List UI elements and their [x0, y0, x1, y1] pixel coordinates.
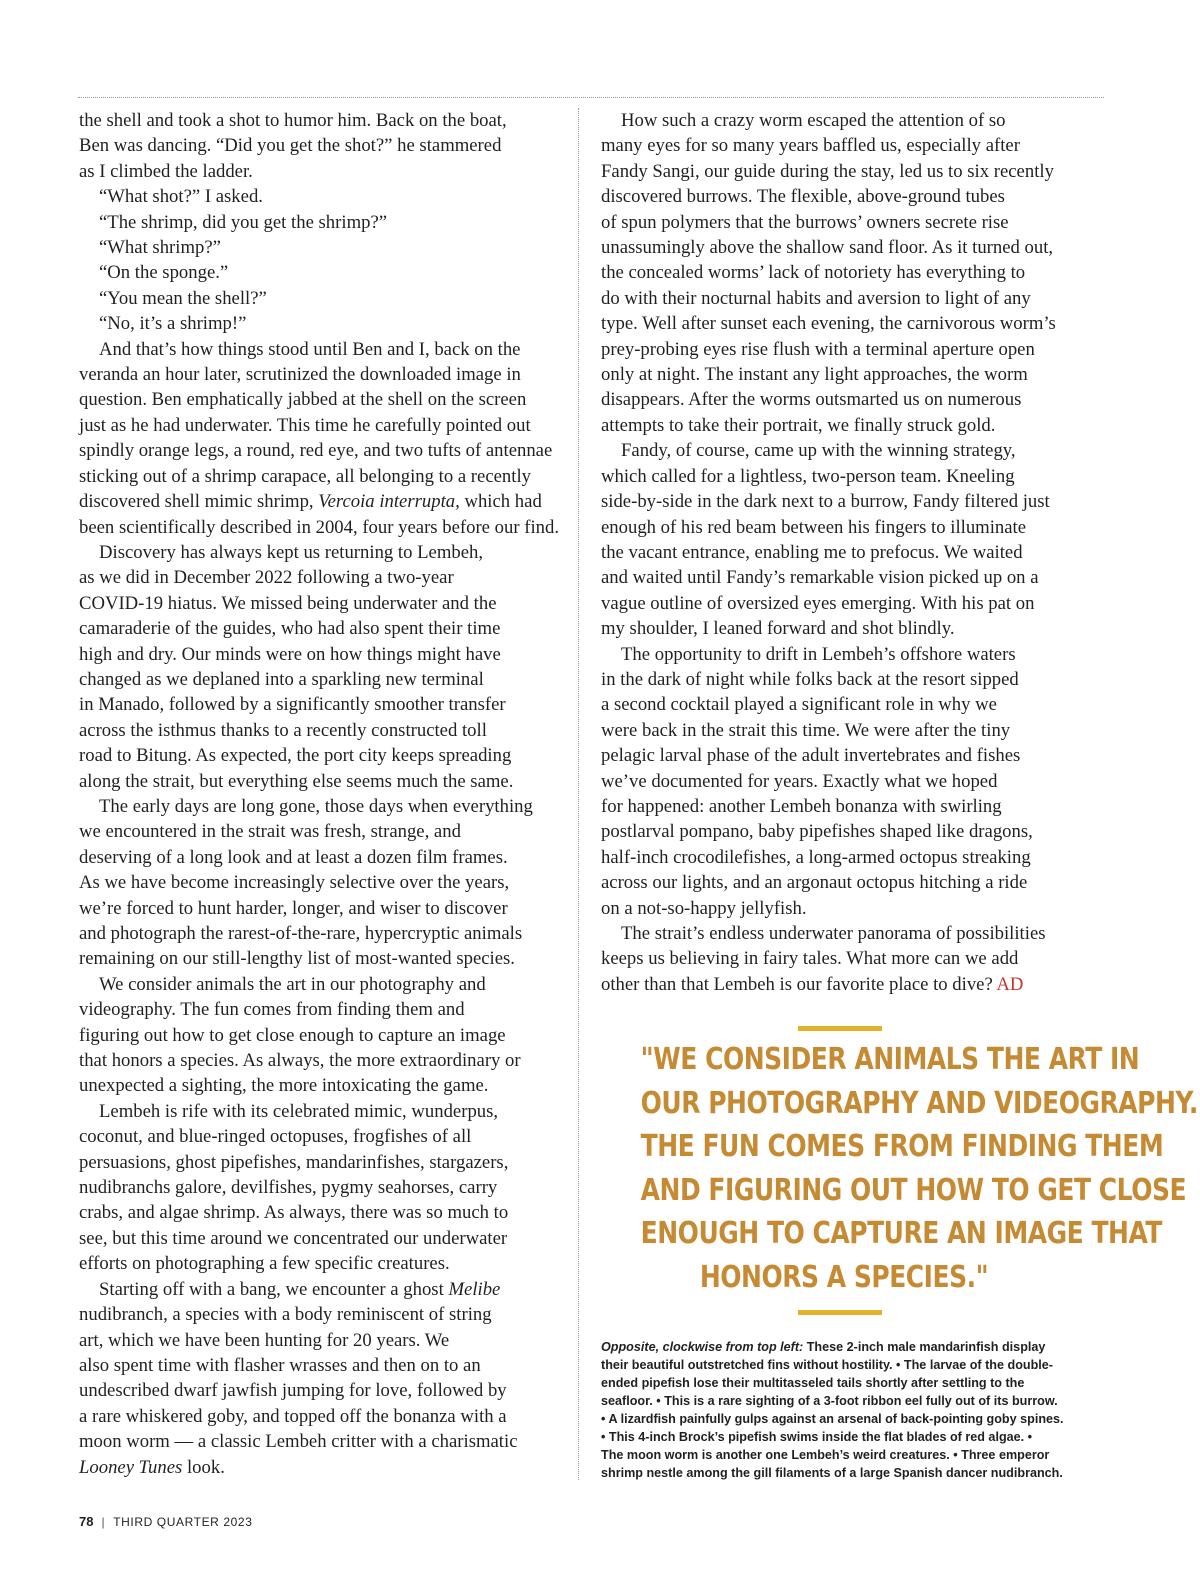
caption-line: shrimp nestle among the gill filaments of a large Spanish dancer nudibranch. — [601, 1466, 1063, 1480]
line-text: of spun polymers that the burrows’ owners secrete rise — [601, 211, 1009, 233]
text-line — [601, 616, 1089, 641]
text-line — [79, 1099, 557, 1124]
caption-line — [601, 1338, 1097, 1356]
line-text: veranda an hour later, scrutinized the downloaded image in — [79, 364, 521, 386]
text-line — [79, 896, 557, 921]
line-text: the vacant entrance, enabling me to prefocus. We waited — [601, 541, 1023, 563]
line-text: road to Bitung. As expected, the port city keeps spreading — [79, 745, 512, 767]
line-text-after: look. — [182, 1456, 225, 1478]
caption-line: • This 4-inch Brock’s pipefish swims inside the flat blades of red algae. • — [601, 1430, 1033, 1444]
text-line — [79, 616, 557, 641]
line-text: just as he had underwater. This time he carefully pointed out — [79, 414, 531, 436]
text-line — [601, 515, 1089, 540]
page-number: 78 — [79, 1514, 94, 1529]
text-line — [601, 133, 1089, 158]
caption-line: • A lizardfish painfully gulps against an arsenal of back-pointing goby spines. — [601, 1412, 1064, 1426]
italic-term: Vercoia interrupta, — [318, 491, 460, 513]
line-text: that honors a species. As always, the more extraordinary or — [79, 1050, 521, 1072]
pull-quote-line: ENOUGH TO CAPTURE AN IMAGE THAT — [640, 1216, 1162, 1251]
line-text: side-by-side in the dark next to a burrow, Fandy filtered just — [601, 491, 1050, 513]
text-line — [79, 1124, 557, 1149]
line-text: on a not-so-happy jellyfish. — [601, 897, 807, 919]
italic-term: Melibe — [448, 1278, 501, 1300]
text-line — [601, 565, 1089, 590]
text-line — [79, 845, 557, 870]
line-text: art, which we have been hunting for 20 years. We — [79, 1329, 450, 1351]
text-line — [601, 819, 1089, 844]
line-text: coconut, and blue-ringed octopuses, frogfishes of all — [79, 1126, 472, 1148]
line-text: and photograph the rarest-of-the-rare, hypercryptic animals — [79, 923, 523, 944]
text-line — [79, 235, 557, 260]
line-text: We consider animals the art in our photography and — [99, 973, 486, 995]
line-text: persuasions, ghost pipefishes, mandarinfishes, stargazers, — [79, 1151, 509, 1173]
line-text: And that’s how things stood until Ben and I, back on the — [99, 338, 521, 360]
line-text: across our lights, and an argonaut octopus hitching a ride — [601, 872, 1028, 894]
line-text: undescribed dwarf jawfish jumping for love, followed by — [79, 1380, 507, 1402]
text-line — [79, 159, 557, 184]
text-line — [79, 515, 557, 540]
text-line — [601, 896, 1089, 921]
text-line — [79, 997, 557, 1022]
text-line — [601, 108, 1089, 133]
text-line — [79, 438, 557, 463]
text-line — [601, 718, 1089, 743]
text-line — [79, 921, 557, 946]
pull-quote-line: OUR PHOTOGRAPHY AND VIDEOGRAPHY. — [640, 1085, 1198, 1121]
left-column-text — [79, 108, 557, 1480]
line-text: nudibranch, a species with a body reminiscent of string — [79, 1304, 492, 1326]
line-text: Fandy, of course, came up with the winning strategy, — [621, 440, 1016, 462]
line-text: “You mean the shell?” — [99, 287, 267, 309]
text-line — [79, 362, 557, 387]
line-text: nudibranchs galore, devilfishes, pygmy seahorses, carry — [79, 1177, 498, 1199]
text-line — [79, 489, 557, 514]
text-line — [601, 743, 1089, 768]
pull-quote — [640, 1038, 1198, 1299]
line-text: COVID-19 hiatus. We missed being underwater and the — [79, 592, 497, 614]
text-line — [601, 311, 1089, 336]
line-text: The strait’s endless underwater panorama of possibilities — [621, 923, 1046, 944]
text-line — [79, 718, 557, 743]
line-text: which called for a lightless, two-person team. Kneeling — [601, 465, 1015, 487]
text-line — [79, 337, 557, 362]
line-text: keeps us believing in fairy tales. What more can we add — [601, 948, 1019, 970]
text-line — [601, 692, 1089, 717]
line-text: moon worm — a classic Lembeh critter with a charismatic — [79, 1431, 518, 1453]
line-text: my shoulder, I leaned forward and shot blindly. — [601, 618, 955, 640]
line-text: other than that Lembeh is our favorite place to dive? — [601, 973, 997, 995]
line-text: unexpected a sighting, the more intoxicating the game. — [79, 1075, 489, 1097]
text-line — [79, 591, 557, 616]
line-text: Discovery has always kept us returning to Lembeh, — [99, 541, 484, 563]
text-line — [79, 108, 557, 133]
caption-lead: Opposite, clockwise from top left: — [601, 1340, 804, 1354]
text-line — [601, 235, 1089, 260]
text-line — [601, 337, 1089, 362]
text-line — [79, 260, 557, 285]
line-text: “On the sponge.” — [99, 262, 229, 284]
pull-quote-top-bar — [798, 1026, 882, 1031]
text-line — [79, 184, 557, 209]
line-text: “No, it’s a shrimp!” — [99, 313, 247, 335]
text-line — [79, 1150, 557, 1175]
line-text: “What shrimp?” — [99, 237, 221, 259]
line-text: many eyes for so many years baffled us, especially after — [601, 135, 1020, 157]
page-footer — [79, 1514, 252, 1529]
text-line — [79, 1175, 557, 1200]
text-line — [79, 1455, 557, 1480]
text-line — [601, 667, 1089, 692]
text-line — [79, 972, 557, 997]
line-text-after: which had — [459, 491, 542, 513]
line-text: Starting off with a bang, we encounter a ghost — [99, 1278, 449, 1300]
text-line — [79, 286, 557, 311]
line-text: see, but this time around we concentrated our underwater — [79, 1227, 508, 1249]
line-text: we’re forced to hunt harder, longer, and wiser to discover — [79, 897, 508, 919]
line-text: How such a crazy worm escaped the attention of so — [621, 110, 1006, 131]
line-text: vague outline of oversized eyes emerging. With his pat on — [601, 592, 1035, 614]
text-line — [79, 1048, 557, 1073]
text-line — [601, 540, 1089, 565]
text-line — [601, 769, 1089, 794]
line-text: The opportunity to drift in Lembeh’s offshore waters — [621, 643, 1016, 665]
footer-separator: | — [101, 1515, 106, 1529]
pull-quote-bottom-bar — [798, 1310, 882, 1315]
text-line — [79, 692, 557, 717]
line-text: efforts on photographing a few specific creatures. — [79, 1253, 450, 1275]
text-line — [79, 1023, 557, 1048]
pull-quote-line: THE FUN COMES FROM FINDING THEM — [640, 1129, 1164, 1164]
text-line — [79, 769, 557, 794]
text-line — [601, 362, 1089, 387]
line-text: the shell and took a shot to humor him. Back on the boat, — [79, 110, 507, 131]
text-line — [79, 311, 557, 336]
text-line — [79, 210, 557, 235]
text-line — [79, 133, 557, 158]
line-text: camaraderie of the guides, who had also spent their time — [79, 618, 501, 640]
line-text: half-inch crocodilefishes, a long-armed octopus streaking — [601, 846, 1031, 868]
line-text: Ben was dancing. “Did you get the shot?” he stammered — [79, 135, 502, 157]
line-text: remaining on our still-lengthy list of most-wanted species. — [79, 948, 515, 970]
text-line — [601, 921, 1089, 946]
line-text: disappears. After the worms outsmarted us on numerous — [601, 389, 1022, 411]
text-line — [79, 1404, 557, 1429]
caption-line: The moon worm is another one Lembeh’s weird creatures. • Three emperor — [601, 1448, 1050, 1462]
pull-quote-line: HONORS A SPECIES." — [699, 1259, 989, 1295]
line-text: “What shot?” I asked. — [99, 186, 263, 208]
column-divider — [578, 108, 579, 1480]
text-line — [79, 819, 557, 844]
line-text: “The shrimp, did you get the shrimp?” — [99, 211, 388, 233]
text-line — [79, 1200, 557, 1225]
line-text: sticking out of a shrimp carapace, all belonging to a recently — [79, 465, 531, 487]
text-line — [601, 387, 1089, 412]
text-line — [79, 1378, 557, 1403]
line-text: only at night. The instant any light approaches, the worm — [601, 364, 1028, 386]
text-line — [79, 565, 557, 590]
text-line — [601, 794, 1089, 819]
line-text: high and dry. Our minds were on how things might have — [79, 643, 501, 665]
line-text: prey-probing eyes rise flush with a terminal aperture open — [601, 338, 1035, 360]
pull-quote-line: AND FIGURING OUT HOW TO GET CLOSE — [640, 1172, 1187, 1208]
text-line — [601, 464, 1089, 489]
text-line — [79, 1353, 557, 1378]
caption-line: their beautiful outstretched fins without hostility. • The larvae of the double- — [601, 1358, 1053, 1372]
line-text: were back in the strait this time. We were after the tiny — [601, 719, 1011, 741]
top-divider — [78, 97, 1104, 98]
text-line — [601, 946, 1089, 971]
right-column-text — [601, 108, 1089, 997]
line-text: postlarval pompano, baby pipefishes shaped like dragons, — [601, 821, 1033, 843]
photo-caption — [601, 1338, 1097, 1482]
caption-line-text: These 2-inch male mandarinfish display — [803, 1340, 1046, 1354]
issue-label: THIRD QUARTER 2023 — [113, 1515, 253, 1529]
line-text: spindly orange legs, a round, red eye, and two tufts of antennae — [79, 440, 553, 462]
pull-quote-line: "WE CONSIDER ANIMALS THE ART IN — [640, 1042, 1140, 1077]
text-line — [601, 972, 1089, 997]
line-text: do with their nocturnal habits and aversion to light of any — [601, 287, 1031, 309]
text-line — [79, 870, 557, 895]
text-line — [601, 642, 1089, 667]
text-line — [601, 184, 1089, 209]
text-line — [79, 540, 557, 565]
text-line — [601, 159, 1089, 184]
caption-line: seafloor. • This is a rare sighting of a 3-foot ribbon eel fully out of its burrow. — [601, 1394, 1058, 1408]
text-line — [79, 1073, 557, 1098]
text-line — [79, 387, 557, 412]
line-text: the concealed worms’ lack of notoriety has everything to — [601, 262, 1026, 284]
line-text: question. Ben emphatically jabbed at the shell on the screen — [79, 389, 527, 411]
text-line — [601, 870, 1089, 895]
text-line — [601, 260, 1089, 285]
line-text: as we did in December 2022 following a two-year — [79, 567, 454, 589]
line-text: attempts to take their portrait, we finally struck gold. — [601, 414, 996, 436]
text-line — [601, 210, 1089, 235]
line-text: in the dark of night while folks back at the resort sipped — [601, 668, 1019, 690]
line-text: discovered shell mimic shrimp, — [79, 491, 319, 513]
text-line — [79, 642, 557, 667]
line-text: a second cocktail played a significant role in why we — [601, 694, 997, 716]
text-line — [79, 946, 557, 971]
line-text: across the isthmus thanks to a recently constructed toll — [79, 719, 487, 741]
line-text: changed as we deplaned into a sparkling new terminal — [79, 668, 484, 690]
line-text: The early days are long gone, those days when everything — [99, 795, 533, 817]
text-line — [79, 413, 557, 438]
text-line — [601, 845, 1089, 870]
text-line — [601, 286, 1089, 311]
line-text: As we have become increasingly selective over the years, — [79, 872, 510, 894]
line-text: figuring out how to get close enough to capture an image — [79, 1024, 506, 1046]
line-text: for happened: another Lembeh bonanza with swirling — [601, 795, 1002, 817]
line-text: been scientifically described in 2004, four years before our find. — [79, 516, 559, 538]
text-line — [601, 438, 1089, 463]
line-text: pelagic larval phase of the adult invertebrates and fishes — [601, 745, 1021, 767]
caption-line: ended pipefish lose their multitasseled tails shortly after settling to the — [601, 1376, 1025, 1390]
line-text: unassumingly above the shallow sand floor. As it turned out, — [601, 237, 1054, 259]
text-line — [79, 1328, 557, 1353]
line-text: enough of his red beam between his fingers to illuminate — [601, 516, 1027, 538]
text-line — [79, 667, 557, 692]
line-text: a rare whiskered goby, and topped off the bonanza with a — [79, 1405, 507, 1427]
line-text: deserving of a long look and at least a dozen film frames. — [79, 846, 508, 868]
line-text: and waited until Fandy’s remarkable vision picked up on a — [601, 567, 1039, 589]
line-text: in Manado, followed by a significantly smoother transfer — [79, 694, 506, 716]
text-line — [79, 1302, 557, 1327]
text-line — [79, 1277, 557, 1302]
line-text: we’ve documented for years. Exactly what we hoped — [601, 770, 998, 792]
italic-term: Looney Tunes — [79, 1456, 183, 1478]
end-mark: AD — [996, 973, 1024, 995]
line-text: Fandy Sangi, our guide during the stay, led us to six recently — [601, 160, 1054, 182]
text-line — [601, 489, 1089, 514]
text-line — [79, 743, 557, 768]
line-text: Lembeh is rife with its celebrated mimic, wunderpus, — [99, 1100, 499, 1122]
text-line — [79, 794, 557, 819]
line-text: also spent time with flasher wrasses and then on to an — [79, 1354, 481, 1376]
line-text: discovered burrows. The flexible, above-ground tubes — [601, 186, 1005, 208]
text-line — [601, 591, 1089, 616]
line-text: we encountered in the strait was fresh, strange, and — [79, 821, 461, 843]
text-line — [79, 1429, 557, 1454]
line-text: type. Well after sunset each evening, the carnivorous worm’s — [601, 313, 1056, 335]
text-line — [79, 464, 557, 489]
line-text: crabs, and algae shrimp. As always, there was so much to — [79, 1202, 509, 1224]
text-line — [79, 1226, 557, 1251]
line-text: videography. The fun comes from finding them and — [79, 999, 465, 1021]
text-line — [601, 413, 1089, 438]
line-text: as I climbed the ladder. — [79, 160, 253, 182]
line-text: along the strait, but everything else seems much the same. — [79, 770, 514, 792]
text-line — [79, 1251, 557, 1276]
